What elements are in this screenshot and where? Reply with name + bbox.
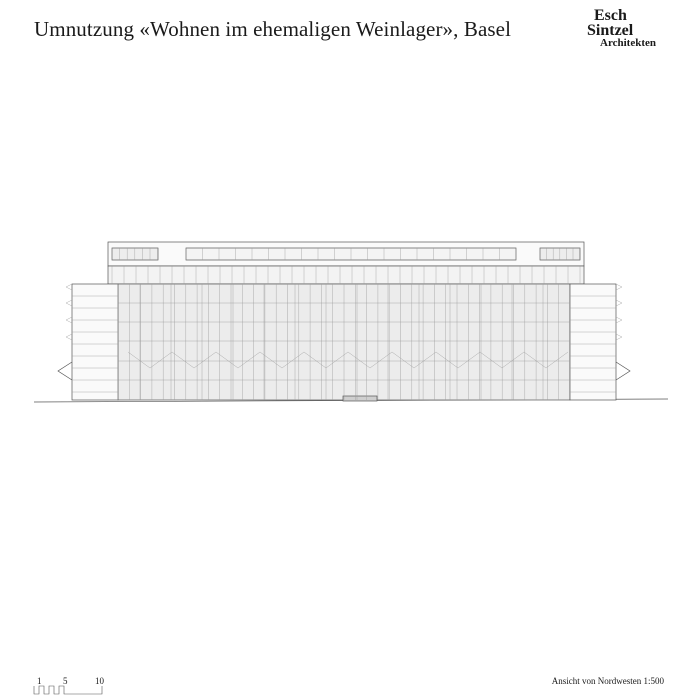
scale-label-5: 5 [63,676,68,686]
balcony-edge [616,287,622,290]
left-gable [58,362,72,380]
balcony-edge [616,337,622,340]
logo-line-architekten: Architekten [600,37,657,49]
view-caption: Ansicht von Nordwesten 1:500 [551,676,664,686]
balcony-edge [66,303,72,306]
right-wing [570,284,616,400]
balcony-edge [616,334,622,337]
balcony-edge [66,320,72,323]
scale-label-1: 1 [37,676,42,686]
left-wing [72,284,118,400]
logo-line-esch: Esch [594,7,627,24]
balcony-edge [66,334,72,337]
scale-bar [32,684,112,696]
balcony-edge [616,284,622,287]
balcony-edge [616,300,622,303]
balcony-edge [66,317,72,320]
balcony-edge [616,317,622,320]
balcony-edge [66,284,72,287]
balcony-edge [616,320,622,323]
logo-line-sintzel: Sintzel [587,22,634,39]
balcony-edge [66,287,72,290]
balcony-edge [616,303,622,306]
scale-label-10: 10 [95,676,104,686]
right-gable [616,362,630,380]
entrance-block [343,396,377,401]
drawing-title: Umnutzung «Wohnen im ehemaligen Weinlager», Basel [34,17,512,41]
balcony-edge [66,337,72,340]
upper-floor-band [108,266,584,284]
balcony-edge [66,300,72,303]
